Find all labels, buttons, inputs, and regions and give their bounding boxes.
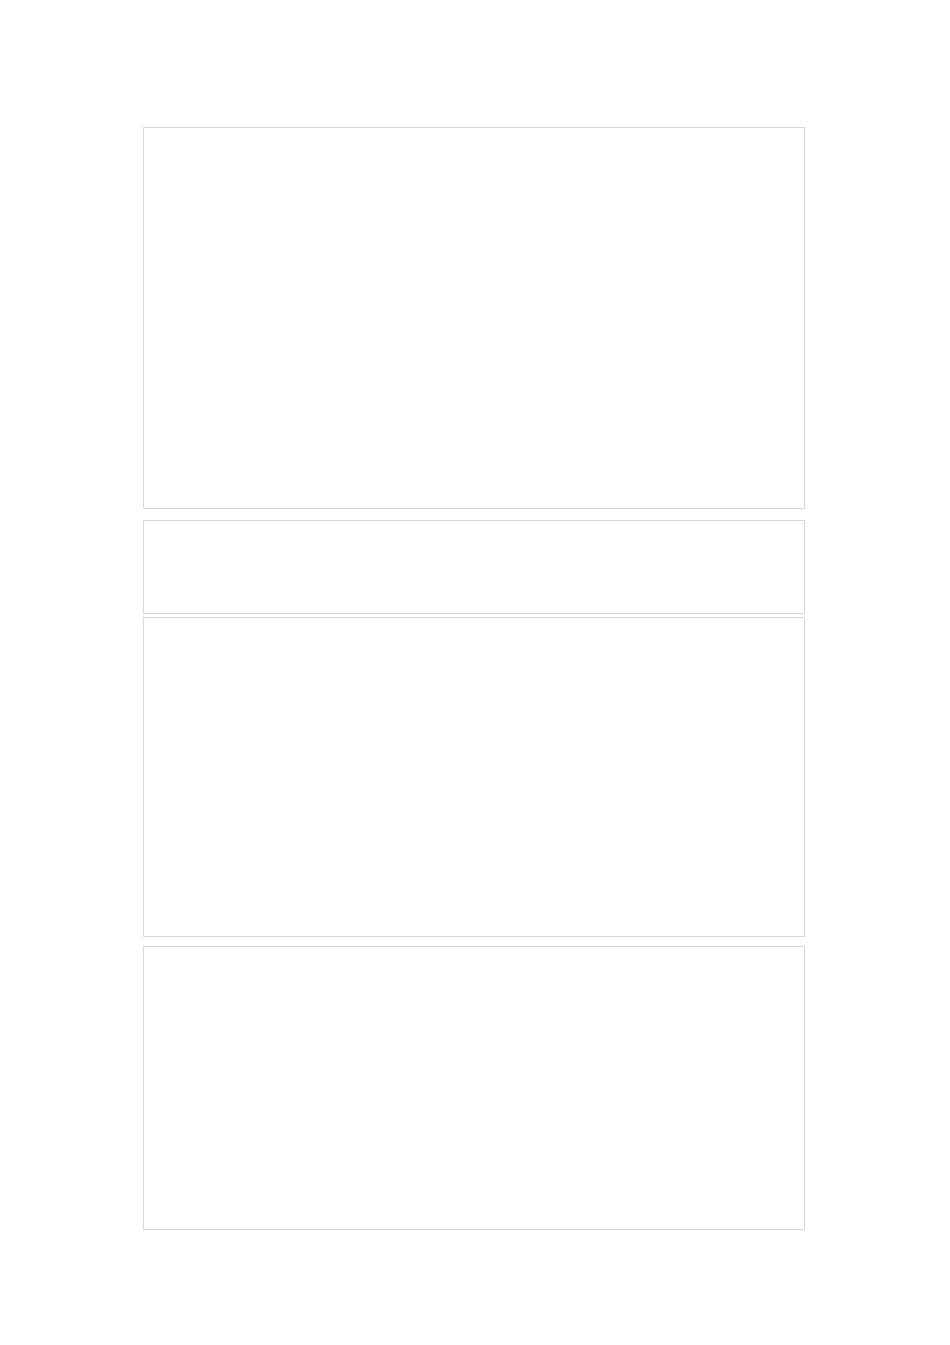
music-notation <box>144 947 804 1229</box>
score-panel-bottom <box>143 946 805 1230</box>
keyboard-exercise-panel <box>143 520 805 614</box>
chapter-panel <box>143 617 805 937</box>
music-notation <box>144 128 804 508</box>
score-panel-top <box>143 127 805 509</box>
